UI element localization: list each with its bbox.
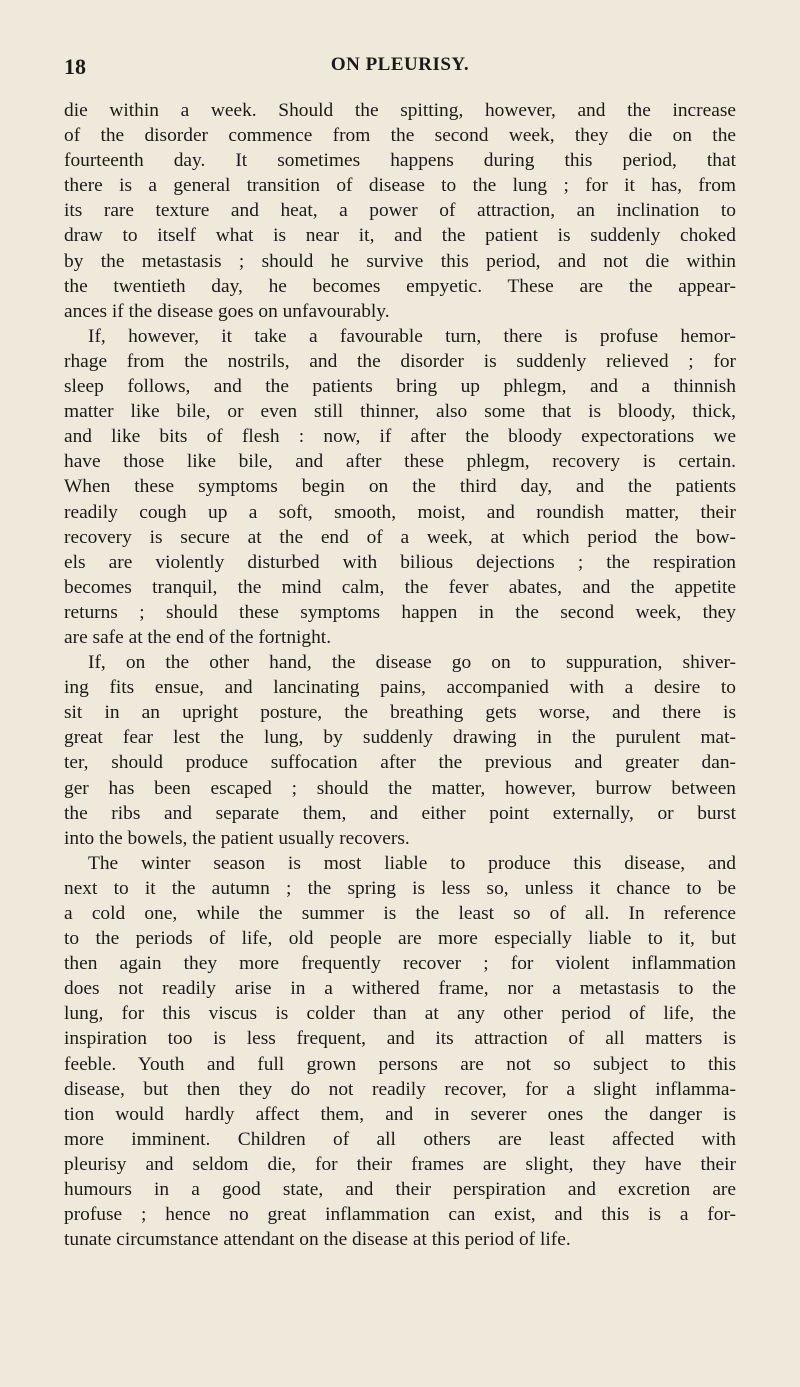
text-line: becomes tranquil, the mind calm, the fever abates, and the appetite	[64, 576, 736, 598]
text-line: sit in an upright posture, the breathing gets worse, and there is	[64, 702, 736, 724]
text-line: sleep follows, and the patients bring up phlegm, and a thinnish	[64, 376, 736, 398]
text-line: recovery is secure at the end of a week, at which period the bow-	[64, 526, 736, 548]
text-line: next to it the autumn ; the spring is less so, unless it chance to be	[64, 877, 736, 899]
text-line: a cold one, while the summer is the least so of all. In reference	[64, 903, 736, 924]
text-line: are safe at the end of the fortnight.	[64, 626, 332, 648]
text-line: readily cough up a soft, smooth, moist, and roundish matter, their	[64, 501, 736, 523]
text-line: the twentieth day, he becomes empyetic. These are the appear-	[64, 275, 736, 297]
text-line: The winter season is most liable to produce this disease, and	[88, 852, 736, 874]
text-line: to the periods of life, old people are more especially liable to it, but	[64, 928, 736, 950]
running-head: ON PLEURISY.	[330, 54, 470, 75]
text-line: die within a week. Should the spitting, however, and the increase	[64, 100, 736, 121]
text-line: and like bits of flesh : now, if after the bloody expectorations we	[64, 426, 736, 448]
text-line: matter like bile, or even still thinner, also some that is bloody, thick,	[64, 401, 736, 423]
text-line: there is a general transition of disease to the lung ; for it has, from	[64, 175, 736, 197]
text-line: draw to itself what is near it, and the patient is suddenly choked	[64, 225, 736, 247]
page-number: 18	[64, 54, 86, 79]
text-line: tion would hardly affect them, and in severer ones the danger is	[64, 1103, 736, 1125]
text-line: into the bowels, the patient usually recovers.	[64, 827, 410, 849]
text-line: ing fits ensue, and lancinating pains, accompanied with a desire to	[64, 677, 736, 699]
text-line: by the metastasis ; should he survive this period, and not die within	[64, 250, 736, 272]
text-line: does not readily arise in a withered frame, nor a metastasis to the	[64, 978, 736, 1000]
text-line: great fear lest the lung, by suddenly drawing in the purulent mat-	[64, 727, 736, 749]
text-line: profuse ; hence no great inflammation can exist, and this is a for-	[64, 1204, 736, 1226]
text-line: the ribs and separate them, and either point externally, or burst	[64, 802, 736, 824]
page-header	[64, 54, 736, 84]
body-text	[64, 98, 736, 1252]
text-line: ances if the disease goes on unfavourably.	[64, 300, 390, 322]
text-line: lung, for this viscus is colder than at any other period of life, the	[64, 1003, 736, 1025]
text-line: fourteenth day. It sometimes happens during this period, that	[64, 150, 736, 172]
text-line: inspiration too is less frequent, and its attraction of all matters is	[64, 1028, 736, 1050]
text-line: els are violently disturbed with bilious dejections ; the respiration	[64, 551, 736, 573]
text-line: tunate circumstance attendant on the disease at this period of life.	[64, 1229, 571, 1251]
text-line: more imminent. Children of all others are least affected with	[64, 1128, 736, 1150]
text-line: its rare texture and heat, a power of attraction, an inclination to	[64, 200, 736, 222]
text-line: rhage from the nostrils, and the disorder is suddenly relieved ; for	[64, 350, 736, 372]
text-line: disease, but then they do not readily recover, for a slight inflamma-	[64, 1078, 736, 1100]
text-line: of the disorder commence from the second week, they die on the	[64, 125, 736, 147]
text-line: feeble. Youth and full grown persons are not so subject to this	[64, 1053, 736, 1075]
text-line: humours in a good state, and their perspiration and excretion are	[64, 1179, 736, 1201]
text-line: have those like bile, and after these phlegm, recovery is certain.	[64, 451, 736, 473]
text-line: When these symptoms begin on the third day, and the patients	[64, 476, 736, 498]
text-line: pleurisy and seldom die, for their frames are slight, they have their	[64, 1153, 736, 1175]
text-line: ter, should produce suffocation after the previous and greater dan-	[64, 752, 736, 774]
text-line: If, on the other hand, the disease go on to suppuration, shiver-	[88, 652, 736, 674]
text-line: If, however, it take a favourable turn, there is profuse hemor-	[88, 325, 736, 347]
text-line: ger has been escaped ; should the matter, however, burrow between	[64, 777, 736, 799]
text-line: then again they more frequently recover ; for violent inflammation	[64, 953, 736, 975]
text-line: returns ; should these symptoms happen in the second week, they	[64, 601, 736, 623]
